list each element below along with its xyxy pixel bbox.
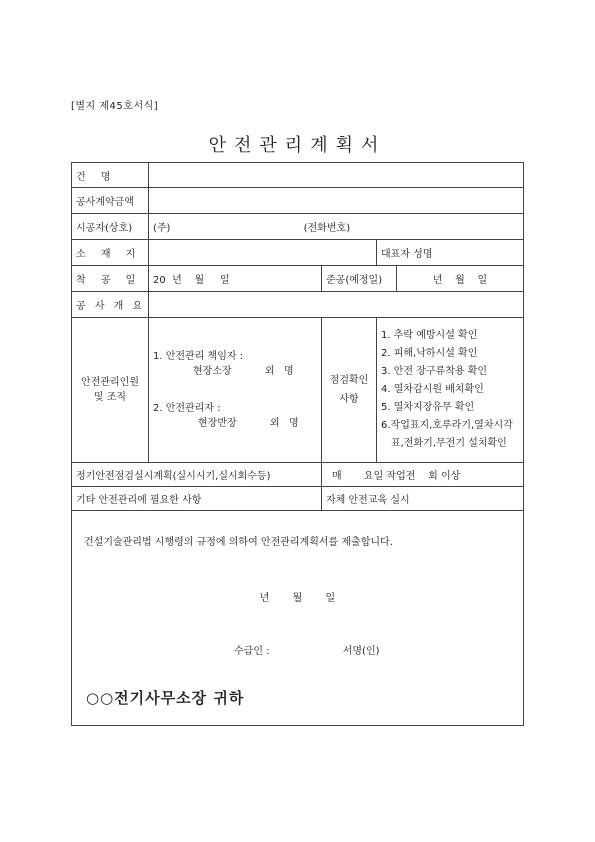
- phone-label: (전화번호): [303, 223, 351, 234]
- row-dates: [72, 266, 524, 292]
- manager-line: [153, 364, 317, 379]
- document-title: 안전관리계획서: [208, 135, 387, 156]
- date-day: 일: [325, 593, 336, 604]
- form-number-label: [별지 제45호서식]: [71, 101, 159, 112]
- project-name-field[interactable]: [149, 163, 524, 188]
- row-inspection-plan: [72, 463, 524, 487]
- recipient: ○○전기사무소장 귀하: [86, 689, 245, 707]
- start-date-value: 20 년 월 일: [153, 275, 230, 286]
- location-field[interactable]: [149, 240, 377, 266]
- check-item: 4. 열차감시원 배치확인: [381, 384, 484, 395]
- completion-field[interactable]: [397, 266, 524, 292]
- row-project-name: [72, 163, 524, 188]
- staff-item: 2. 안전관리자 :: [153, 403, 221, 414]
- check-item: 6.작업표지,호루라기,열차시각표,전화기,무전기 설치확인: [381, 420, 513, 449]
- row-overview: [72, 292, 524, 318]
- other-matters-label: 기타 안전관리에 필요한 사항: [72, 487, 322, 511]
- staff-line: [153, 416, 317, 431]
- declaration-section: [72, 511, 524, 726]
- project-name-label: 건 명: [72, 163, 149, 188]
- check-item: 2. 피해,낙하시설 확인: [381, 348, 478, 359]
- row-contract-amount: [72, 188, 524, 214]
- check-item: 1. 추락 예방시설 확인: [381, 330, 478, 341]
- row-contractor: [72, 214, 524, 240]
- staff-count: 외 명: [269, 418, 299, 429]
- check-label: 점검확인 사항: [322, 318, 377, 463]
- row-location: [72, 240, 524, 266]
- row-other-matters: [72, 487, 524, 511]
- check-items-list: [377, 318, 524, 463]
- row-safety-organization: [72, 318, 524, 463]
- manager-count: 외 명: [264, 366, 294, 377]
- completion-value: 년 월 일: [432, 275, 488, 286]
- manager-role: 현장소장: [193, 366, 232, 377]
- declaration-date: [72, 589, 523, 604]
- check-item: 3. 안전 장구류착용 확인: [381, 366, 488, 377]
- safety-org-label: 안전관리인원 및 조직: [72, 318, 149, 463]
- date-month: 월: [292, 593, 303, 604]
- staff-role: 현장반장: [198, 418, 237, 429]
- signature-label[interactable]: 서명(인): [342, 646, 380, 657]
- location-label: 소 재 지: [72, 240, 149, 266]
- self-education-label[interactable]: 자체 안전교육 실시: [322, 487, 524, 511]
- start-date-field[interactable]: [149, 266, 322, 292]
- company-prefix: (주): [153, 223, 171, 234]
- start-date-label: 착 공 일: [72, 266, 149, 292]
- contract-amount-field[interactable]: [149, 188, 524, 214]
- safety-plan-form-table: [71, 162, 524, 726]
- inspection-plan-label: 정기안전점검실시계획(실시시기,실시회수등): [72, 463, 322, 487]
- check-item: 5. 열차지장유무 확인: [381, 402, 475, 413]
- completion-label: 준공(예정일): [322, 266, 397, 292]
- safety-org-field[interactable]: [149, 318, 322, 463]
- representative-cell[interactable]: [377, 240, 524, 266]
- date-year: 년: [259, 593, 270, 604]
- overview-field[interactable]: [149, 292, 524, 318]
- manager-item: 1. 안전관리 책임자 :: [153, 351, 244, 362]
- overview-label: 공 사 개 요: [72, 292, 149, 318]
- submitter-label: 수급인 :: [234, 646, 270, 657]
- submitter-line: [72, 642, 523, 657]
- contractor-label: 시공자(상호): [72, 214, 149, 240]
- contract-amount-label: 공사계약금액: [72, 188, 149, 214]
- inspection-plan-value[interactable]: 매 요일 작업전 회 이상: [322, 463, 524, 487]
- declaration-text: 건설기술관리법 시행령의 규정에 의하여 안전관리계획서를 제출합니다.: [84, 537, 393, 548]
- contractor-field[interactable]: [149, 214, 524, 240]
- representative-label: 대표자 성명: [381, 249, 433, 260]
- row-declaration: [72, 511, 524, 726]
